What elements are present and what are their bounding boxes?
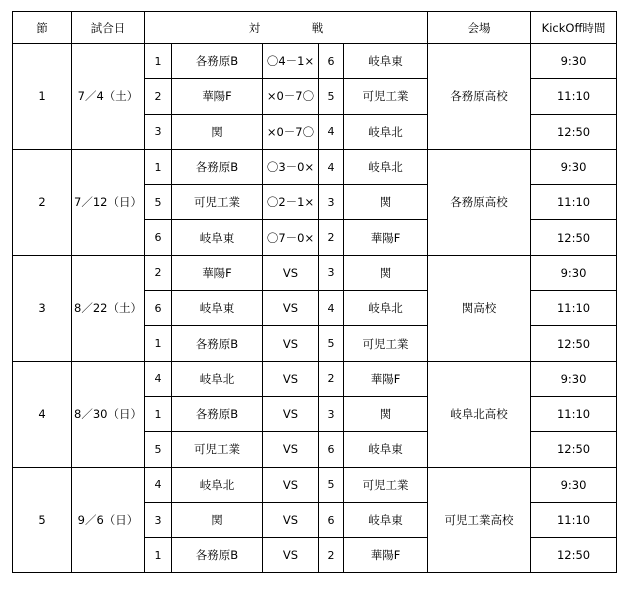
venue: 関高校: [428, 255, 531, 361]
home-team-name: 華陽F: [172, 255, 263, 290]
match-result: ×0－7〇: [263, 114, 319, 149]
kickoff-time: 9:30: [531, 361, 617, 396]
away-team-number: 2: [319, 220, 344, 255]
home-team-name: 各務原B: [172, 538, 263, 573]
match-row: [13, 467, 617, 502]
away-team-number: 5: [319, 79, 344, 114]
match-row: [13, 149, 617, 184]
home-team-number: 3: [145, 502, 172, 537]
home-team-number: 5: [145, 432, 172, 467]
away-team-number: 3: [319, 255, 344, 290]
round-number: 3: [13, 255, 72, 361]
match-result: VS: [263, 432, 319, 467]
match-row: [13, 255, 617, 290]
away-team-number: 3: [319, 185, 344, 220]
kickoff-time: 12:50: [531, 326, 617, 361]
kickoff-time: 9:30: [531, 149, 617, 184]
kickoff-time: 12:50: [531, 432, 617, 467]
match-result: ×0－7〇: [263, 79, 319, 114]
home-team-name: 関: [172, 114, 263, 149]
away-team-name: 岐阜東: [344, 502, 428, 537]
away-team-number: 6: [319, 432, 344, 467]
kickoff-time: 12:50: [531, 114, 617, 149]
away-team-number: 3: [319, 396, 344, 431]
match-date: 7／12（日）: [72, 149, 145, 255]
home-team-number: 1: [145, 44, 172, 79]
away-team-name: 可児工業: [344, 326, 428, 361]
home-team-number: 3: [145, 114, 172, 149]
away-team-number: 4: [319, 114, 344, 149]
kickoff-time: 12:50: [531, 220, 617, 255]
schedule-body: [13, 44, 617, 573]
match-result: VS: [263, 361, 319, 396]
match-date: 7／4（土）: [72, 44, 145, 150]
header-round: 節: [13, 12, 72, 44]
header-date: 試合日: [72, 12, 145, 44]
away-team-name: 華陽F: [344, 220, 428, 255]
round-number: 2: [13, 149, 72, 255]
venue: 可児工業高校: [428, 467, 531, 573]
home-team-number: 6: [145, 291, 172, 326]
home-team-name: 関: [172, 502, 263, 537]
header-row: [13, 12, 617, 44]
away-team-name: 華陽F: [344, 361, 428, 396]
away-team-name: 華陽F: [344, 538, 428, 573]
home-team-number: 2: [145, 79, 172, 114]
match-schedule-table: [12, 11, 617, 573]
match-result: VS: [263, 502, 319, 537]
kickoff-time: 9:30: [531, 44, 617, 79]
match-result: VS: [263, 538, 319, 573]
header-venue: 会場: [428, 12, 531, 44]
away-team-number: 6: [319, 44, 344, 79]
away-team-name: 可児工業: [344, 467, 428, 502]
match-row: [13, 361, 617, 396]
kickoff-time: 11:10: [531, 79, 617, 114]
away-team-name: 岐阜東: [344, 432, 428, 467]
match-result: VS: [263, 326, 319, 361]
home-team-name: 岐阜東: [172, 291, 263, 326]
kickoff-time: 11:10: [531, 502, 617, 537]
away-team-number: 5: [319, 467, 344, 502]
kickoff-time: 9:30: [531, 255, 617, 290]
home-team-number: 4: [145, 467, 172, 502]
away-team-name: 岐阜北: [344, 114, 428, 149]
away-team-number: 2: [319, 538, 344, 573]
kickoff-time: 12:50: [531, 538, 617, 573]
away-team-name: 岐阜北: [344, 291, 428, 326]
away-team-number: 5: [319, 326, 344, 361]
kickoff-time: 11:10: [531, 396, 617, 431]
away-team-number: 4: [319, 149, 344, 184]
home-team-name: 各務原B: [172, 44, 263, 79]
match-result: 〇3－0×: [263, 149, 319, 184]
kickoff-time: 11:10: [531, 291, 617, 326]
away-team-name: 関: [344, 185, 428, 220]
home-team-name: 可児工業: [172, 185, 263, 220]
home-team-number: 5: [145, 185, 172, 220]
away-team-number: 2: [319, 361, 344, 396]
match-date: 8／30（日）: [72, 361, 145, 467]
match-result: 〇4－1×: [263, 44, 319, 79]
home-team-number: 6: [145, 220, 172, 255]
away-team-name: 関: [344, 255, 428, 290]
home-team-name: 各務原B: [172, 326, 263, 361]
match-result: VS: [263, 467, 319, 502]
home-team-number: 1: [145, 538, 172, 573]
venue: 岐阜北高校: [428, 361, 531, 467]
match-result: 〇2－1×: [263, 185, 319, 220]
match-date: 9／6（日）: [72, 467, 145, 573]
away-team-number: 6: [319, 502, 344, 537]
venue: 各務原高校: [428, 44, 531, 150]
kickoff-time: 9:30: [531, 467, 617, 502]
home-team-name: 各務原B: [172, 396, 263, 431]
home-team-name: 各務原B: [172, 149, 263, 184]
round-number: 4: [13, 361, 72, 467]
away-team-name: 岐阜東: [344, 44, 428, 79]
home-team-number: 2: [145, 255, 172, 290]
home-team-name: 岐阜北: [172, 467, 263, 502]
home-team-name: 可児工業: [172, 432, 263, 467]
home-team-number: 1: [145, 326, 172, 361]
match-row: [13, 44, 617, 79]
home-team-name: 岐阜北: [172, 361, 263, 396]
round-number: 1: [13, 44, 72, 150]
match-date: 8／22（土）: [72, 255, 145, 361]
venue: 各務原高校: [428, 149, 531, 255]
away-team-name: 岐阜北: [344, 149, 428, 184]
away-team-name: 可児工業: [344, 79, 428, 114]
match-result: VS: [263, 291, 319, 326]
round-number: 5: [13, 467, 72, 573]
away-team-name: 関: [344, 396, 428, 431]
home-team-name: 岐阜東: [172, 220, 263, 255]
home-team-name: 華陽F: [172, 79, 263, 114]
header-match: 対 戦: [145, 12, 428, 44]
match-result: VS: [263, 255, 319, 290]
header-kickoff: KickOff時間: [531, 12, 617, 44]
match-result: VS: [263, 396, 319, 431]
home-team-number: 4: [145, 361, 172, 396]
match-result: 〇7－0×: [263, 220, 319, 255]
home-team-number: 1: [145, 149, 172, 184]
kickoff-time: 11:10: [531, 185, 617, 220]
home-team-number: 1: [145, 396, 172, 431]
away-team-number: 4: [319, 291, 344, 326]
